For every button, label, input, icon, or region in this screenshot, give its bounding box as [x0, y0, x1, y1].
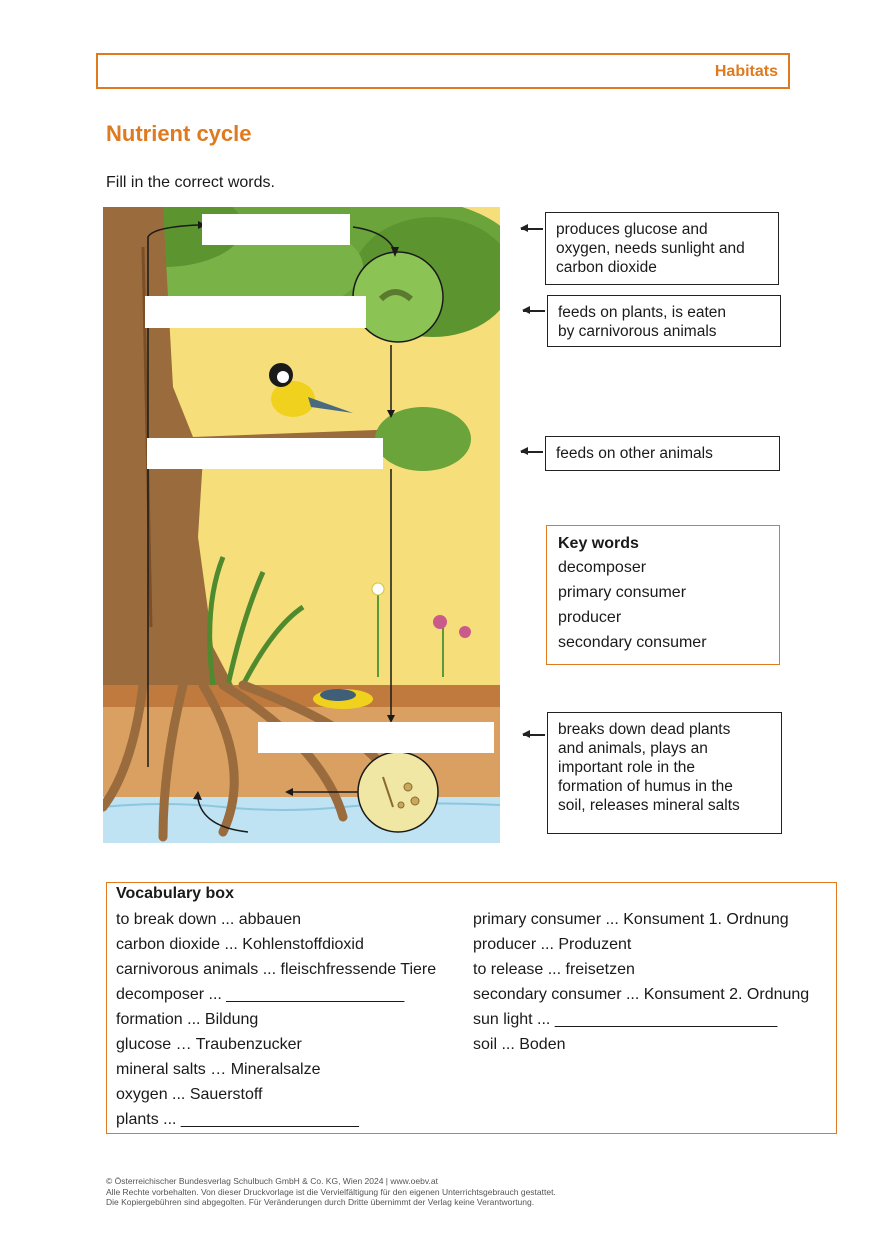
key-word-item: secondary consumer [558, 634, 707, 651]
vocabulary-item: glucose … Traubenzucker [116, 1036, 302, 1053]
footer-line: Alle Rechte vorbehalten. Von dieser Druckvorlage ist die Vervielfältigung für den eigenen Unterrichtsgebrauch gestattet. [106, 1186, 556, 1197]
vocabulary-item: primary consumer ... Konsument 1. Ordnung [473, 911, 789, 928]
vocabulary-item: secondary consumer ... Konsument 2. Ordnung [473, 986, 810, 1003]
description-secondary-consumer [545, 436, 780, 471]
footer-line: © Österreichischer Bundesverlag Schulbuch GmbH & Co. KG, Wien 2024 | www.oebv.at [106, 1176, 438, 1186]
key-word-item: decomposer [558, 559, 647, 576]
description-line: feeds on plants, is eaten [558, 304, 727, 321]
caterpillar-circle [353, 252, 443, 342]
description-primary-consumer [547, 295, 781, 347]
description-line: important role in the [558, 759, 695, 776]
vocabulary-item: oxygen ... Sauerstoff [116, 1086, 263, 1103]
pointer-arrow [521, 451, 543, 453]
vocabulary-item: carbon dioxide ... Kohlenstoffdioxid [116, 936, 364, 953]
vocabulary-item: sun light ... _________________________ [473, 1011, 778, 1028]
copyright-footer [106, 1176, 556, 1208]
vocabulary-item: decomposer ... ____________________ [116, 986, 405, 1003]
vocabulary-item: to break down ... abbauen [116, 911, 302, 928]
key-word-item: primary consumer [558, 584, 687, 601]
key-words-title: Key words [558, 535, 639, 552]
vocabulary-box [106, 882, 837, 1134]
microorganism-circle [358, 752, 438, 832]
description-line: oxygen, needs sunlight and [556, 240, 745, 257]
answer-blank-decomposer[interactable] [258, 722, 494, 753]
branch-leaves [375, 407, 471, 471]
description-line: produces glucose and [556, 221, 708, 238]
footer-line: Die Kopiergebühren sind abgegolten. Für Veränderungen durch Dritte übernimmt der Verlag keine Verantwortung. [106, 1197, 535, 1207]
vocabulary-item: plants ... ____________________ [116, 1111, 359, 1128]
vocabulary-item: soil ... Boden [473, 1036, 566, 1053]
pointer-arrow [523, 734, 545, 736]
pointer-arrow [523, 310, 545, 312]
vocabulary-title: Vocabulary box [116, 885, 234, 902]
description-line: carbon dioxide [556, 259, 657, 276]
vocabulary-item: to release ... freisetzen [473, 961, 635, 978]
instruction-text: Fill in the correct words. [106, 174, 275, 191]
description-line: formation of humus in the [558, 778, 733, 795]
description-line: soil, releases mineral salts [558, 797, 740, 814]
header-bar [96, 53, 790, 89]
description-decomposer [547, 712, 782, 834]
description-line: breaks down dead plants [558, 721, 731, 738]
dead-bird [313, 689, 373, 709]
vocabulary-item: mineral salts … Mineralsalze [116, 1061, 321, 1078]
page-title: Nutrient cycle [106, 121, 252, 146]
key-words-box [546, 525, 780, 665]
description-line: by carnivorous animals [558, 323, 717, 340]
description-line: feeds on other animals [556, 445, 713, 462]
vocabulary-item: formation ... Bildung [116, 1011, 259, 1028]
answer-blank-producer[interactable] [202, 214, 350, 245]
description-producer [545, 212, 779, 285]
key-word-item: producer [558, 609, 622, 626]
answer-blank-secondary-consumer[interactable] [147, 438, 383, 469]
vocabulary-item: producer ... Produzent [473, 936, 632, 953]
header-label: Habitats [714, 63, 778, 80]
vocabulary-right-column [473, 907, 809, 1057]
vocabulary-left-column [116, 907, 436, 1132]
pointer-arrow [521, 228, 543, 230]
vocabulary-item: carnivorous animals ... fleischfressende Tiere [116, 961, 437, 978]
description-line: and animals, plays an [558, 740, 708, 757]
answer-blank-primary-consumer[interactable] [145, 296, 366, 328]
